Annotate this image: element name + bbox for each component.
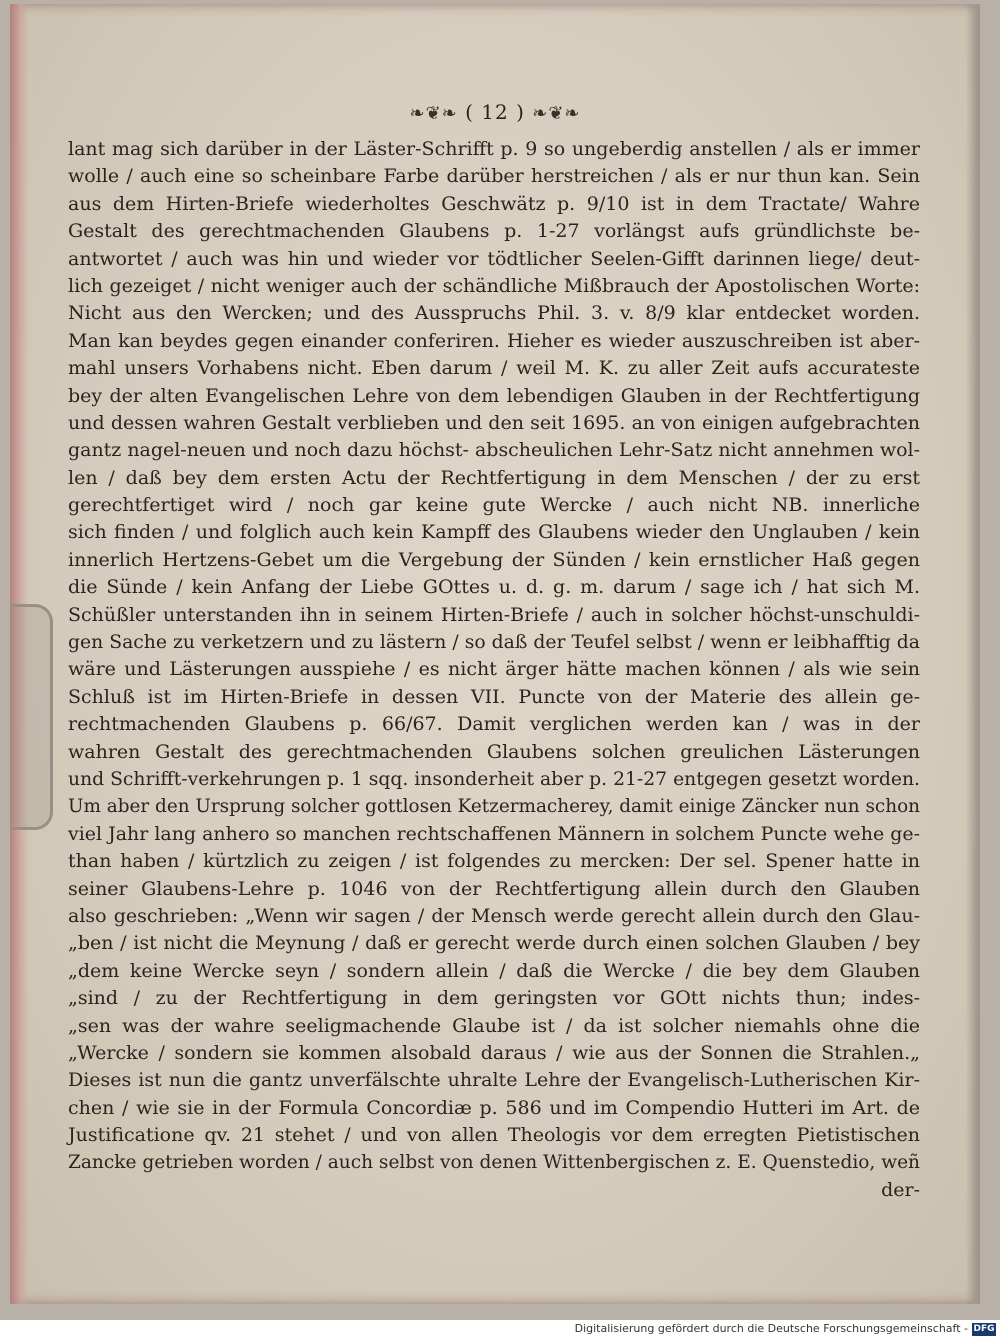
page-clip xyxy=(10,604,53,830)
footer-bar xyxy=(0,1320,1000,1340)
text-line: Dieses ist nun die gantz unverfälschte uhralte Lehre der Evangelisch-Lutherischen Kir- xyxy=(68,1069,920,1092)
text-line: rechtmachenden Glaubens p. 66/67. Damit verglichen werden kan / was in der xyxy=(68,713,920,736)
page-header xyxy=(10,100,980,124)
text-line: wäre und Lästerungen ausspiehe / es nicht ärger hätte machen können / als wie sein xyxy=(68,658,920,681)
body-text xyxy=(68,136,920,1204)
text-line: die Sünde / kein Anfang der Liebe GOttes u. d. g. m. darum / sage ich / hat sich M. xyxy=(68,576,920,599)
left-ornament-icon: ❧❦❧ xyxy=(409,103,458,124)
catchword: der- xyxy=(881,1178,920,1201)
book-page xyxy=(10,4,980,1304)
text-line: und dessen wahren Gestalt verblieben und den seit 1695. an von einigen aufgebrachten xyxy=(68,411,920,434)
text-line: wahren Gestalt des gerechtmachenden Glaubens solchen greulichen Lästerungen xyxy=(68,740,920,763)
funding-notice: Digitalisierung gefördert durch die Deutsche Forschungsgemeinschaft - xyxy=(574,1322,968,1335)
text-line: seiner Glaubens-Lehre p. 1046 von der Rechtfertigung allein durch den Glauben xyxy=(68,877,920,900)
text-line: also geschrieben: „Wenn wir sagen / der Mensch werde gerecht allein durch den Glau- xyxy=(68,904,920,927)
text-line: aus dem Hirten-Briefe wiederholtes Geschwätz p. 9/10 ist in dem Tractate/ Wahre xyxy=(68,192,920,215)
text-line: Um aber den Ursprung solcher gottlosen Ketzermacherey, damit einige Zäncker nun schon xyxy=(68,796,920,818)
text-line: chen / wie sie in der Formula Concordiæ p. 586 und im Compendio Hutteri im Art. de xyxy=(68,1096,920,1119)
text-line: und Schrifft-verkehrungen p. 1 sqq. insonderheit aber p. 21-27 entgegen gesetzt worden. xyxy=(68,768,920,790)
text-line: viel Jahr lang anhero so manchen rechtschaffenen Männern in solchem Puncte wehe ge- xyxy=(68,822,920,845)
text-line: len / daß bey dem ersten Actu der Rechtfertigung in dem Menschen / der zu erst xyxy=(68,466,920,489)
text-line: Schluß ist im Hirten-Briefe in dessen VII. Puncte von der Materie des allein ge- xyxy=(68,685,920,708)
text-line: Zancke getrieben worden / auch selbst von denen Wittenbergischen z. E. Quenstedio, weñ xyxy=(68,1152,920,1174)
text-line: antwortet / auch was hin und wieder vor tödtlicher Seelen-Gifft darinnen liege/ deut- xyxy=(68,247,920,270)
dfg-logo-icon: DFG xyxy=(973,1324,995,1334)
text-line: Schüßler unterstanden ihn in seinem Hirten-Briefe / auch in solcher höchst-unschuldi- xyxy=(68,603,920,626)
text-line: gerechtfertiget wird / noch gar keine gute Wercke / auch nicht NB. innerliche xyxy=(68,494,920,517)
right-ornament-icon: ❧❦❧ xyxy=(532,103,581,124)
text-line: mahl unsers Vorhabens nicht. Eben darum / weil M. K. zu aller Zeit aufs accurateste xyxy=(68,357,920,380)
text-line: Nicht aus den Wercken; und des Ausspruchs Phil. 3. v. 8/9 klar entdecket worden. xyxy=(68,302,920,325)
text-line: lich gezeiget / nicht weniger auch der schändliche Mißbrauch der Apostolischen Worte: xyxy=(68,274,920,297)
text-line: „ben / ist nicht die Meynung / daß er gerecht werde durch einen solchen Glauben / bey xyxy=(68,932,920,955)
page-right-edge xyxy=(966,4,980,1304)
text-line: sich finden / und folglich auch kein Kampff des Glaubens wieder den Unglauben / kein xyxy=(68,521,920,544)
text-line: gantz nagel-neuen und noch dazu höchst- abscheulichen Lehr-Satz nicht annehmen wol- xyxy=(68,439,920,462)
text-line: innerlich Hertzens-Gebet um die Vergebung der Sünden / kein ernstlicher Haß gegen xyxy=(68,548,920,571)
text-line: „Wercke / sondern sie kommen alsobald daraus / wie aus der Sonnen die Strahlen.„ xyxy=(68,1041,920,1064)
text-line: wolle / auch eine so scheinbare Farbe darüber herstreichen / als er nur thun kan. Sein xyxy=(68,165,920,188)
text-line: Justificatione qv. 21 stehet / und von allen Theologis vor dem erregten Pietistischen xyxy=(68,1124,920,1147)
text-line: Gestalt des gerechtmachenden Glaubens p. 1-27 vorlängst aufs gründlichste be- xyxy=(68,220,920,243)
text-line: Man kan beydes gegen einander conferiren. Hieher es wieder auszuschreiben ist aber- xyxy=(68,329,920,352)
text-line: „sind / zu der Rechtfertigung in dem geringsten vor GOtt nichts thun; indes- xyxy=(68,987,920,1010)
text-line: „sen was der wahre seeligmachende Glaube ist / da ist solcher niemahls ohne die xyxy=(68,1014,920,1037)
text-line: „dem keine Wercke seyn / sondern allein / daß die Wercke / die bey dem Glauben xyxy=(68,959,920,982)
text-line: than haben / kürtzlich zu zeigen / ist folgendes zu mercken: Der sel. Spener hatte in xyxy=(68,850,920,873)
text-line: lant mag sich darüber in der Läster-Schrifft p. 9 so ungeberdig anstellen / als er immer xyxy=(68,138,920,160)
text-line: bey der alten Evangelischen Lehre von dem lebendigen Glauben in der Rechtfertigung xyxy=(68,384,920,407)
text-line: gen Sache zu verketzern und zu lästern / so daß der Teufel selbst / wenn er leibhafftig da xyxy=(68,632,920,654)
page-number: ( 12 ) xyxy=(465,100,525,124)
